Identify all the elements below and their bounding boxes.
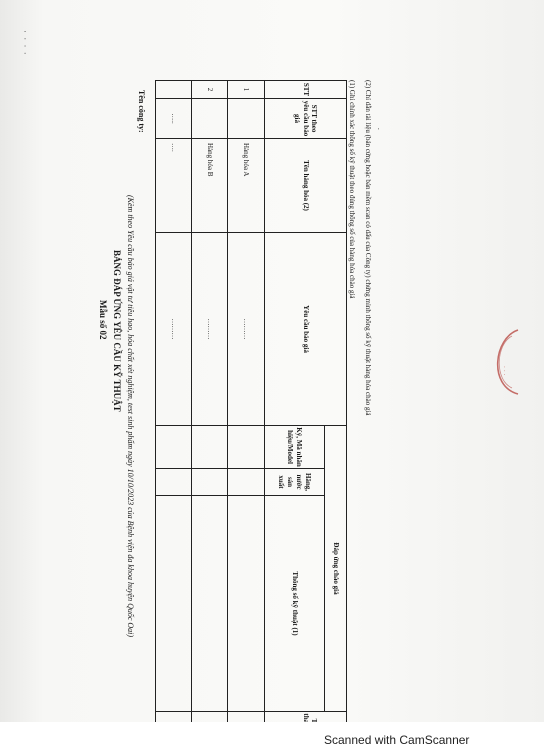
form-number: Mẫu số 02 — [98, 300, 108, 340]
cell-origin — [192, 469, 228, 496]
scan-mark: ' — [378, 127, 380, 135]
cell-model — [156, 426, 192, 469]
red-stamp-icon — [478, 326, 524, 398]
cell-stt-request — [192, 99, 228, 139]
table-row — [156, 81, 192, 749]
cell-model — [228, 426, 264, 469]
header-stt: STT — [264, 81, 346, 99]
cell-stt-request: ….. — [156, 99, 192, 139]
header-item-name: Tên hàng hóa (2) — [264, 139, 346, 233]
requirements-table — [155, 80, 347, 749]
header-response-group: Đáp ứng chào giá — [324, 426, 346, 712]
document-title: BẢNG ĐÁP ỨNG YÊU CẦU KỸ THUẬT — [112, 250, 122, 412]
cell-requirement: ……… — [228, 233, 264, 426]
cell-origin — [156, 469, 192, 496]
cell-stt: 2 — [192, 81, 228, 99]
note-1: (1) Ghi chính xác thông số kỹ thuật theo đúng thông số của hàng hóa chào giá — [348, 80, 356, 299]
cell-origin — [228, 469, 264, 496]
cell-model — [192, 426, 228, 469]
cell-tech-spec — [228, 496, 264, 712]
note-2: (2) Chỉ dẫn tài liệu (bản cứng hoặc bản mềm scan có dấu của Công ty) chứng minh thông số kỹ thuật hàng hóa chào giá — [364, 80, 372, 416]
scan-speck: · · · · — [20, 30, 30, 56]
cell-item: Hàng hóa B — [192, 139, 228, 233]
scanner-watermark: Scanned with CamScanner — [324, 733, 470, 747]
document-subtitle: (Kèm theo Yêu cầu báo giá vật tư tiêu hao, hóa chất xét nghiệm, test sinh phẩm ngày 10/10/2023 của Bệnh viện đa khoa huyện Quốc Oai) — [126, 195, 135, 638]
header-tech-spec: Thông số kỹ thuật (1) — [264, 496, 324, 712]
header-origin: Hãng, nước sản xuất — [264, 469, 324, 496]
svg-text:· · ·: · · · — [500, 366, 507, 376]
header-model: Ký, Mã nhãn hiệu/Model — [264, 426, 324, 469]
cell-tech-spec — [192, 496, 228, 712]
cell-requirement: ……… — [192, 233, 228, 426]
cell-stt: 1 — [228, 81, 264, 99]
cell-requirement: ……… — [156, 233, 192, 426]
cell-item: Hàng hóa A — [228, 139, 264, 233]
header-requirement: Yêu cầu báo giá — [264, 233, 346, 426]
cell-item: …. — [156, 139, 192, 233]
header-stt-request: STT theo yêu cầu báo giá — [264, 99, 346, 139]
cell-stt — [156, 81, 192, 99]
table-row — [228, 81, 264, 749]
cell-tech-spec — [156, 496, 192, 712]
company-label: Tên công ty: — [137, 90, 146, 133]
cell-stt-request — [228, 99, 264, 139]
table-row — [192, 81, 228, 749]
